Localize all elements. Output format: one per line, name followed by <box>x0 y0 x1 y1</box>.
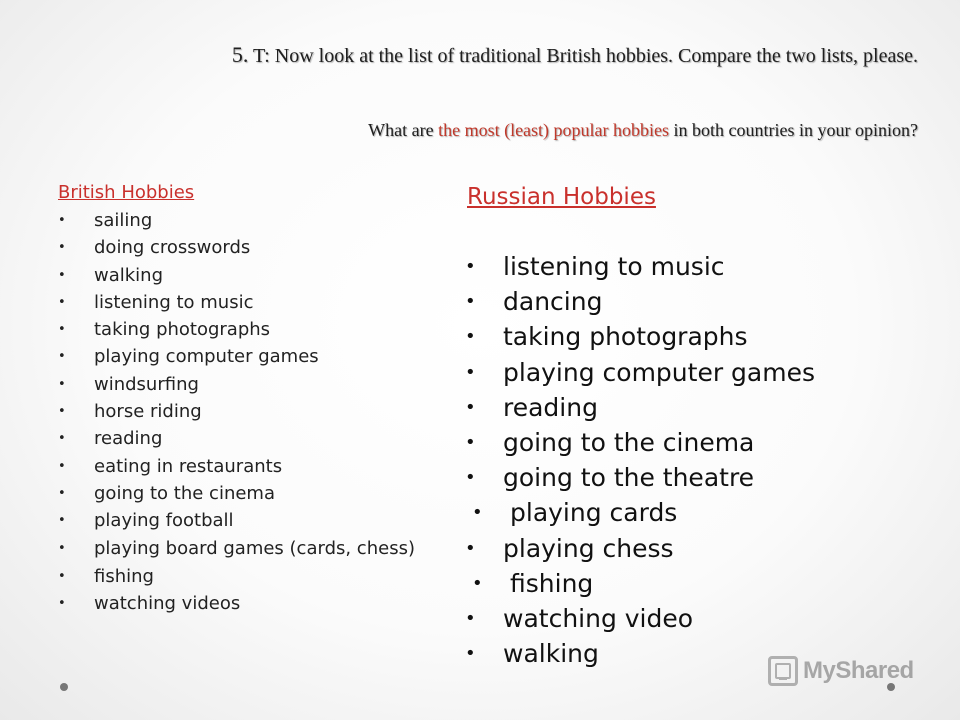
list-item-text: playing computer games <box>503 357 815 387</box>
bullet-icon: • <box>472 502 483 524</box>
list-item <box>465 531 925 566</box>
list-item <box>58 262 438 289</box>
watermark <box>768 656 914 686</box>
list-item-text: playing chess <box>503 533 674 563</box>
question-line <box>368 120 918 141</box>
bullet-icon: • <box>58 213 66 228</box>
bullet-icon: • <box>465 643 476 665</box>
list-item-text: sailing <box>94 210 153 231</box>
list-item <box>58 590 438 617</box>
list-item-text: taking photographs <box>94 319 271 341</box>
list-item-text: dancing <box>503 287 603 317</box>
question-text-end: in both countries in your opinion? <box>669 120 918 140</box>
list-item-text: fishing <box>94 565 154 587</box>
list-item-text: walking <box>94 264 164 286</box>
list-item <box>58 371 438 398</box>
list-item <box>58 507 438 534</box>
bullet-icon: • <box>465 326 476 348</box>
list-item <box>465 495 925 530</box>
list-item-text: listening to music <box>503 252 725 281</box>
list-item <box>58 316 438 343</box>
list-item <box>465 249 925 284</box>
list-item <box>465 601 925 636</box>
list-item-text: listening to music <box>94 291 254 313</box>
bullet-icon: • <box>58 458 66 474</box>
watermark-text: MyShared <box>803 657 914 684</box>
british-hobbies-list <box>58 207 438 617</box>
list-item-text: eating in restaurants <box>94 455 283 477</box>
bullet-icon: • <box>58 540 66 556</box>
bullet-icon: • <box>465 291 476 313</box>
bullet-icon: • <box>58 294 66 310</box>
bullet-icon: • <box>58 376 66 392</box>
list-item <box>58 453 438 480</box>
bullet-icon: • <box>465 537 476 559</box>
bullet-icon: • <box>58 568 66 584</box>
list-item <box>465 566 925 601</box>
list-item-text: taking photographs <box>503 322 748 352</box>
list-item-text: playing board games (cards, chess) <box>94 537 415 559</box>
bullet-icon: • <box>58 267 66 283</box>
russian-hobbies-heading: Russian Hobbies <box>467 184 656 210</box>
bullet-icon: • <box>58 431 66 447</box>
russian-hobbies-list <box>465 249 925 671</box>
list-item-text: reading <box>503 392 598 422</box>
list-item-text: watching video <box>503 604 694 634</box>
list-item-text: fishing <box>510 568 594 598</box>
instruction-text: T: Now look at the list of traditional British hobbies. Compare the two lists, please. <box>248 45 918 67</box>
instruction-line <box>232 42 918 68</box>
bullet-icon: • <box>465 608 476 630</box>
list-item-text: going to the cinema <box>503 428 755 458</box>
list-item-text: playing football <box>94 510 234 532</box>
list-item <box>465 355 925 390</box>
russian-hobbies-column <box>465 180 925 671</box>
list-item-text: playing cards <box>510 498 678 528</box>
list-item <box>58 289 438 316</box>
bullet-icon: • <box>465 361 476 383</box>
question-text-start: What are <box>368 120 439 140</box>
list-item <box>465 284 925 319</box>
list-item-text: going to the theatre <box>503 463 755 493</box>
list-item <box>58 563 438 590</box>
task-number: 5. <box>231 42 249 67</box>
list-item-text: playing computer games <box>94 346 319 368</box>
bullet-icon: • <box>58 404 66 420</box>
list-item-text: watching videos <box>94 592 241 614</box>
list-item <box>58 535 438 563</box>
list-item-text: horse riding <box>94 401 202 423</box>
bullet-icon: • <box>58 322 66 338</box>
list-item <box>58 480 438 507</box>
question-highlight: the most (least) popular hobbies <box>438 120 670 140</box>
bullet-icon: • <box>58 349 66 365</box>
list-item <box>465 319 925 354</box>
bullet-icon: • <box>465 467 476 489</box>
list-item-text: reading <box>94 428 163 450</box>
list-item <box>58 207 438 234</box>
british-hobbies-column <box>58 180 438 617</box>
list-item <box>58 398 438 425</box>
list-item <box>58 343 438 370</box>
list-item-text: windsurfing <box>94 373 199 395</box>
projector-icon <box>768 656 798 686</box>
bullet-icon: • <box>465 396 476 418</box>
bullet-icon: • <box>58 485 66 501</box>
bullet-icon: • <box>58 513 66 529</box>
list-item-text: doing crosswords <box>94 237 251 259</box>
list-item-text: walking <box>503 639 599 669</box>
bullet-icon: • <box>58 240 66 256</box>
list-item <box>465 425 925 460</box>
bullet-icon: • <box>465 256 476 277</box>
bullet-icon: • <box>58 595 66 611</box>
decorative-dot-left <box>60 683 68 691</box>
list-item <box>465 460 925 495</box>
bullet-icon: • <box>472 572 483 594</box>
list-item-text: going to the cinema <box>94 482 275 504</box>
bullet-icon: • <box>465 432 476 454</box>
list-item <box>58 425 438 452</box>
list-item <box>465 390 925 425</box>
british-hobbies-heading: British Hobbies <box>58 182 195 203</box>
list-item <box>58 234 438 261</box>
